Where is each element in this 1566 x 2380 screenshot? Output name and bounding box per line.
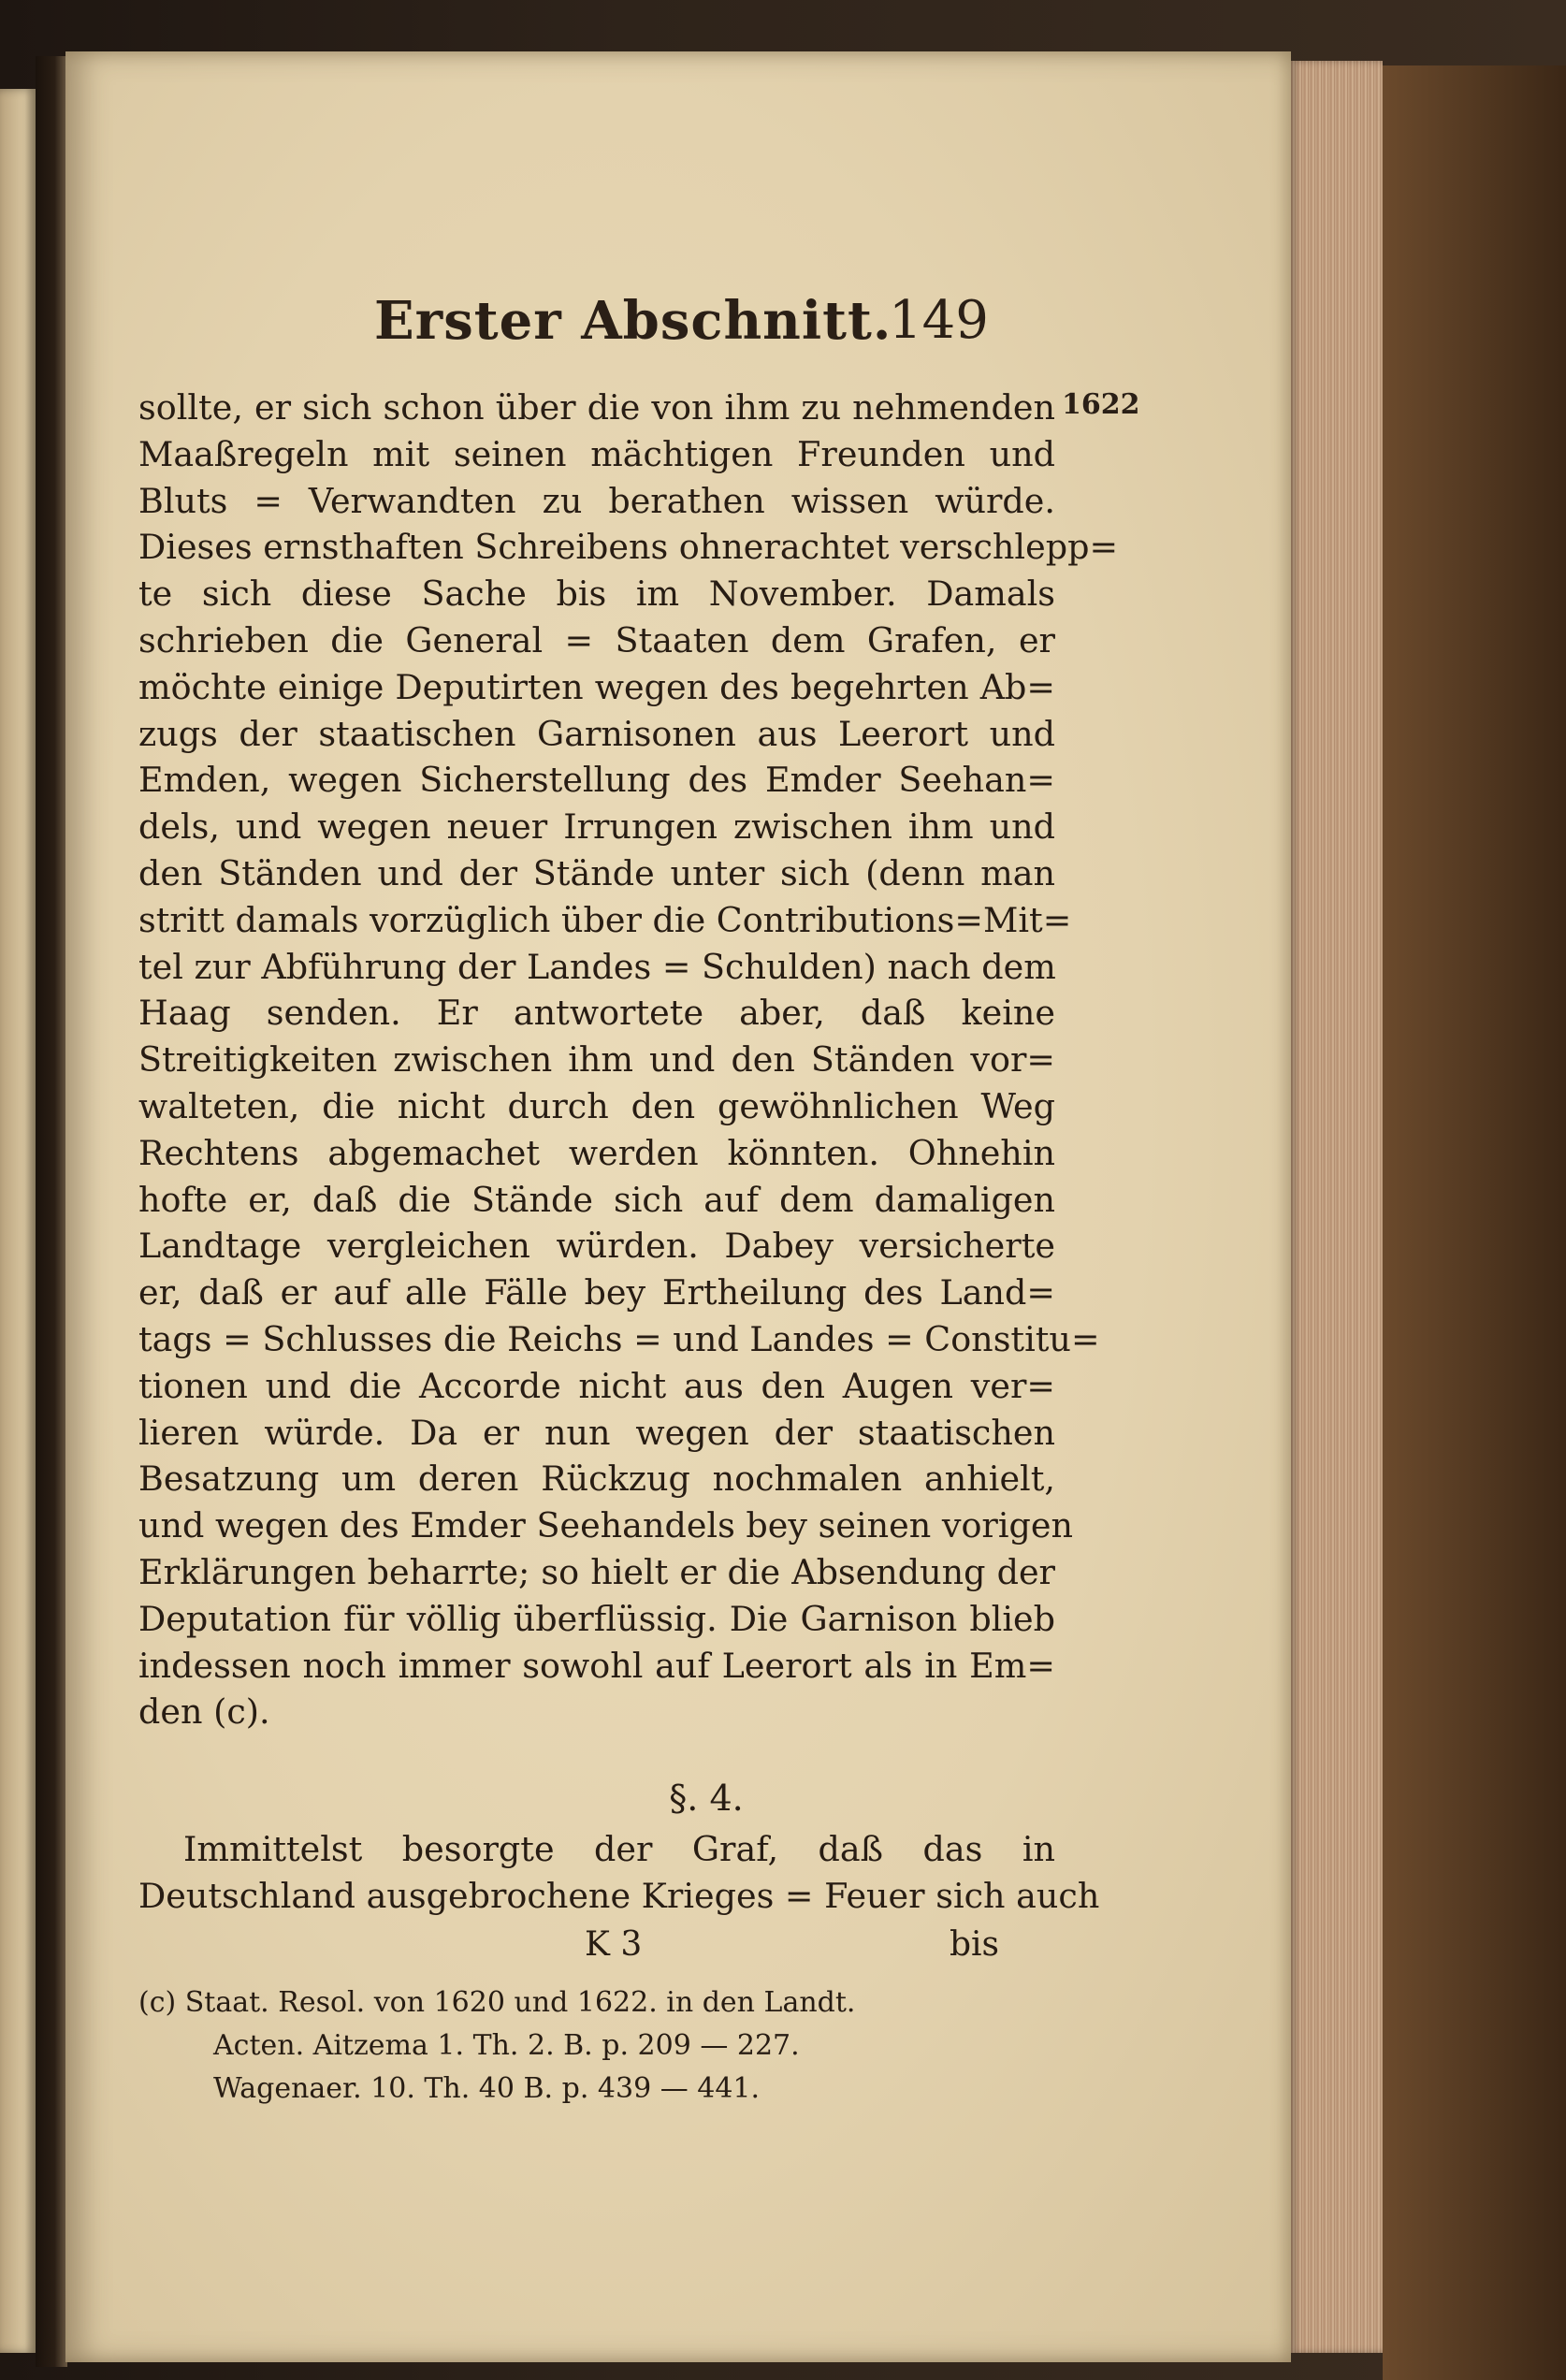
text-line: den (c). <box>138 1691 270 1733</box>
facing-page-edge <box>0 89 36 2353</box>
text-line: zugs der staatischen Garnisonen aus Leerort und <box>138 713 1055 754</box>
section-paragraph <box>138 1825 1100 1919</box>
signature-mark: K 3 <box>585 1925 643 1964</box>
text-line: lieren würde. Da er nun wegen der staatischen <box>138 1412 1055 1453</box>
text-line: hofte er, daß die Stände sich auf dem damaligen <box>138 1179 1055 1220</box>
text-line: Dieses ernsthaften Schreibens ohnerachtet verschlepp= <box>138 527 1119 568</box>
footnote-line: (c) Staat. Resol. von 1620 und 1622. in den Landt. <box>138 1986 856 2019</box>
text-line: Maaßregeln mit seinen mächtigen Freunden und <box>138 433 1055 474</box>
text-line: walteten, die nicht durch den gewöhnlichen Weg <box>138 1085 1055 1126</box>
text-line: Deputation für völlig überflüssig. Die Garnison blieb <box>138 1598 1055 1639</box>
section-heading: §. 4. <box>669 1778 744 1819</box>
text-line: Besatzung um deren Rückzug nochmalen anhielt, <box>138 1458 1055 1500</box>
text-line: tionen und die Accorde nicht aus den Augen ver= <box>138 1365 1055 1406</box>
text-line: Emden, wegen Sicherstellung des Emder Seehan= <box>138 760 1055 801</box>
text-line: dels, und wegen neuer Irrungen zwischen ihm und <box>138 806 1055 848</box>
text-line: indessen noch immer sowohl auf Leerort als in Em= <box>138 1645 1055 1686</box>
text-line: te sich diese Sache bis im November. Damals <box>138 573 1055 615</box>
text-line: Rechtens abgemachet werden könnten. Ohnehin <box>138 1132 1055 1173</box>
page-header <box>65 290 1291 365</box>
text-line: und wegen des Emder Seehandels bey seinen vorigen <box>138 1505 1074 1546</box>
running-title: Erster Abschnitt. <box>374 290 892 352</box>
footnote-line: Acten. Aitzema 1. Th. 2. B. p. 209 — 227. <box>213 2029 800 2062</box>
text-line: Deutschland ausgebrochene Krieges = Feuer sich auch <box>138 1875 1100 1916</box>
text-line: Haag senden. Er antwortete aber, daß keine <box>138 993 1055 1034</box>
text-line: Streitigkeiten zwischen ihm und den Ständen vor= <box>138 1039 1055 1081</box>
text-line: tags = Schlusses die Reichs = und Landes = Constitu= <box>138 1318 1100 1359</box>
text-line: Bluts = Verwandten zu berathen wissen würde. <box>138 480 1055 521</box>
margin-year-note: 1622 <box>1062 388 1140 421</box>
text-line: Immittelst besorgte der Graf, daß das in <box>183 1829 1055 1869</box>
text-line: er, daß er auf alle Fälle bey Ertheilung des Land= <box>138 1272 1055 1313</box>
text-line: Landtage vergleichen würden. Dabey versicherte <box>138 1226 1055 1267</box>
catchword: bis <box>950 1925 1000 1964</box>
footnote-line: Wagenaer. 10. Th. 40 B. p. 439 — 441. <box>213 2072 761 2105</box>
book-gutter <box>36 56 67 2367</box>
footnotes <box>138 1981 1083 2111</box>
text-line: den Ständen und der Stände unter sich (denn man <box>138 852 1055 893</box>
text-line: stritt damals vorzüglich über die Contributions=Mit= <box>138 899 1072 940</box>
text-line: möchte einige Deputirten wegen des begehrten Ab= <box>138 666 1055 707</box>
page-number: 149 <box>889 290 989 351</box>
text-line: Erklärungen beharrte; so hielt er die Absendung der <box>138 1551 1055 1592</box>
text-line: tel zur Abführung der Landes = Schulden) nach dem <box>138 946 1056 987</box>
book-page <box>65 51 1291 2362</box>
book-cover <box>1383 65 1566 2380</box>
signature-line <box>65 1925 1291 1972</box>
text-line: sollte, er sich schon über die von ihm zu nehmenden <box>138 387 1055 428</box>
text-line: schrieben die General = Staaten dem Grafen, er <box>138 619 1055 660</box>
page-edges <box>1289 61 1383 2353</box>
